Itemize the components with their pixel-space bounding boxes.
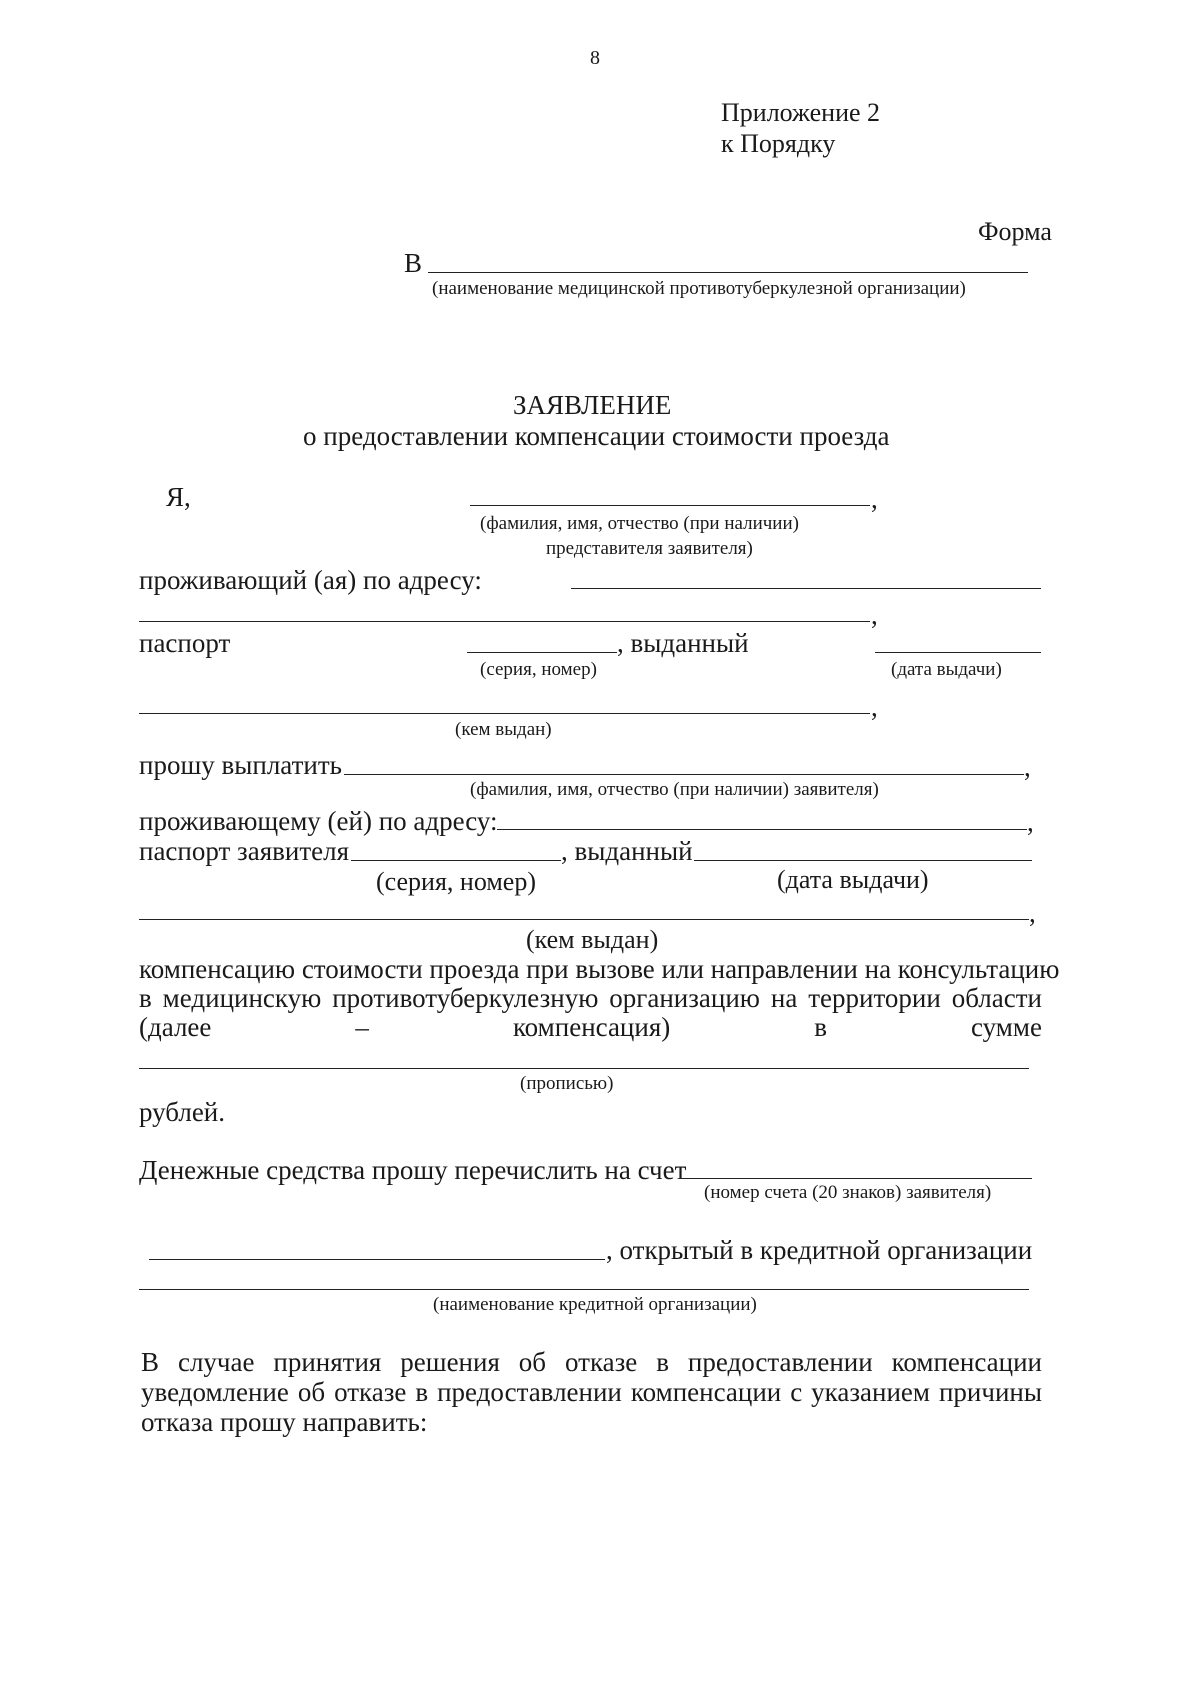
document-title: ЗАЯВЛЕНИЕ — [513, 390, 672, 420]
payee-issued-by-field-line[interactable] — [139, 919, 1029, 920]
opened-in-label: , открытый в кредитной организации — [606, 1235, 1033, 1265]
addressee-prefix: В — [404, 248, 423, 278]
payee-passport-date-field-line[interactable] — [694, 860, 1032, 861]
passport-issued-by-hint: (кем выдан) — [455, 719, 552, 740]
bank-field-line-2[interactable] — [139, 1289, 1029, 1290]
text-fragment: сумме — [971, 1012, 1042, 1042]
text-fragment: в — [814, 1012, 828, 1042]
residing-label: проживающий (ая) по адресу: — [139, 565, 482, 595]
compensation-text-line-3 — [139, 1014, 1042, 1041]
amount-field-line[interactable] — [139, 1068, 1029, 1069]
document-subtitle: о предоставлении компенсации стоимости проезда — [303, 421, 890, 451]
refusal-text-line-2: уведомление об отказе в предоставлении компенсации с указанием причины — [141, 1377, 1042, 1407]
page-number: 8 — [590, 47, 600, 69]
bank-field-line-1[interactable] — [149, 1259, 605, 1260]
applicant-ya: Я, — [166, 482, 191, 512]
payee-name-field-line[interactable] — [344, 774, 1024, 775]
ask-pay-label: прошу выплатить — [139, 750, 342, 780]
appendix-line-1: Приложение 2 — [721, 98, 881, 127]
passport-issued-label: , выданный — [617, 628, 749, 658]
amount-hint: (прописью) — [520, 1073, 614, 1094]
payee-passport-label: паспорт заявителя — [139, 836, 350, 866]
passport-date-hint: (дата выдачи) — [891, 659, 1002, 680]
refusal-text-line-1: В случае принятия решения об отказе в предоставлении компенсации — [141, 1347, 1042, 1377]
appendix-line-2: к Порядку — [721, 129, 836, 158]
text-fragment: (далее — [139, 1012, 212, 1042]
compensation-text-line-2: в медицинскую противотуберкулезную организацию на территории области — [139, 983, 1042, 1013]
comma: , — [1027, 807, 1034, 837]
compensation-text-line-1: компенсацию стоимости проезда при вызове или направлении на консультацию — [139, 954, 1060, 984]
representative-name-hint-2: представителя заявителя) — [546, 538, 753, 559]
comma: , — [1024, 752, 1031, 782]
refusal-text-line-3: отказа прошу направить: — [141, 1407, 428, 1437]
payee-passport-issued-label: , выданный — [561, 836, 693, 866]
payee-date-hint: (дата выдачи) — [777, 865, 929, 894]
payee-address-field-line[interactable] — [497, 829, 1027, 830]
text-fragment: компенсация) — [512, 1012, 671, 1042]
payee-series-hint: (серия, номер) — [376, 867, 536, 896]
comma: , — [1029, 898, 1036, 928]
payee-name-hint: (фамилия, имя, отчество (при наличии) заявителя) — [470, 779, 879, 800]
text-fragment: – — [355, 1012, 369, 1042]
comma: , — [871, 600, 878, 630]
address-field-line-1[interactable] — [571, 588, 1041, 589]
payee-issued-by-hint: (кем выдан) — [526, 925, 659, 954]
passport-series-hint: (серия, номер) — [480, 659, 597, 680]
address-field-line-2[interactable] — [139, 621, 870, 622]
addressee-field-line[interactable] — [428, 272, 1028, 273]
rubles-label: рублей. — [139, 1097, 226, 1127]
representative-name-hint: (фамилия, имя, отчество (при наличии) — [480, 513, 799, 534]
payee-passport-series-field-line[interactable] — [351, 860, 561, 861]
comma: , — [871, 692, 878, 722]
account-label: Денежные средства прошу перечислить на счет — [139, 1155, 687, 1185]
form-label: Форма — [978, 217, 1052, 246]
account-number-field-line[interactable] — [680, 1178, 1032, 1179]
passport-series-field-line[interactable] — [467, 652, 617, 653]
bank-hint: (наименование кредитной организации) — [433, 1294, 757, 1315]
addressee-hint: (наименование медицинской противотуберкулезной организации) — [432, 278, 966, 299]
passport-label: паспорт — [139, 628, 231, 658]
payee-residing-label: проживающему (ей) по адресу: — [139, 806, 498, 836]
account-number-hint: (номер счета (20 знаков) заявителя) — [704, 1182, 992, 1203]
representative-name-field-line[interactable] — [470, 505, 870, 506]
comma: , — [871, 484, 878, 514]
passport-issued-by-field-line[interactable] — [139, 713, 870, 714]
passport-date-field-line[interactable] — [875, 652, 1041, 653]
